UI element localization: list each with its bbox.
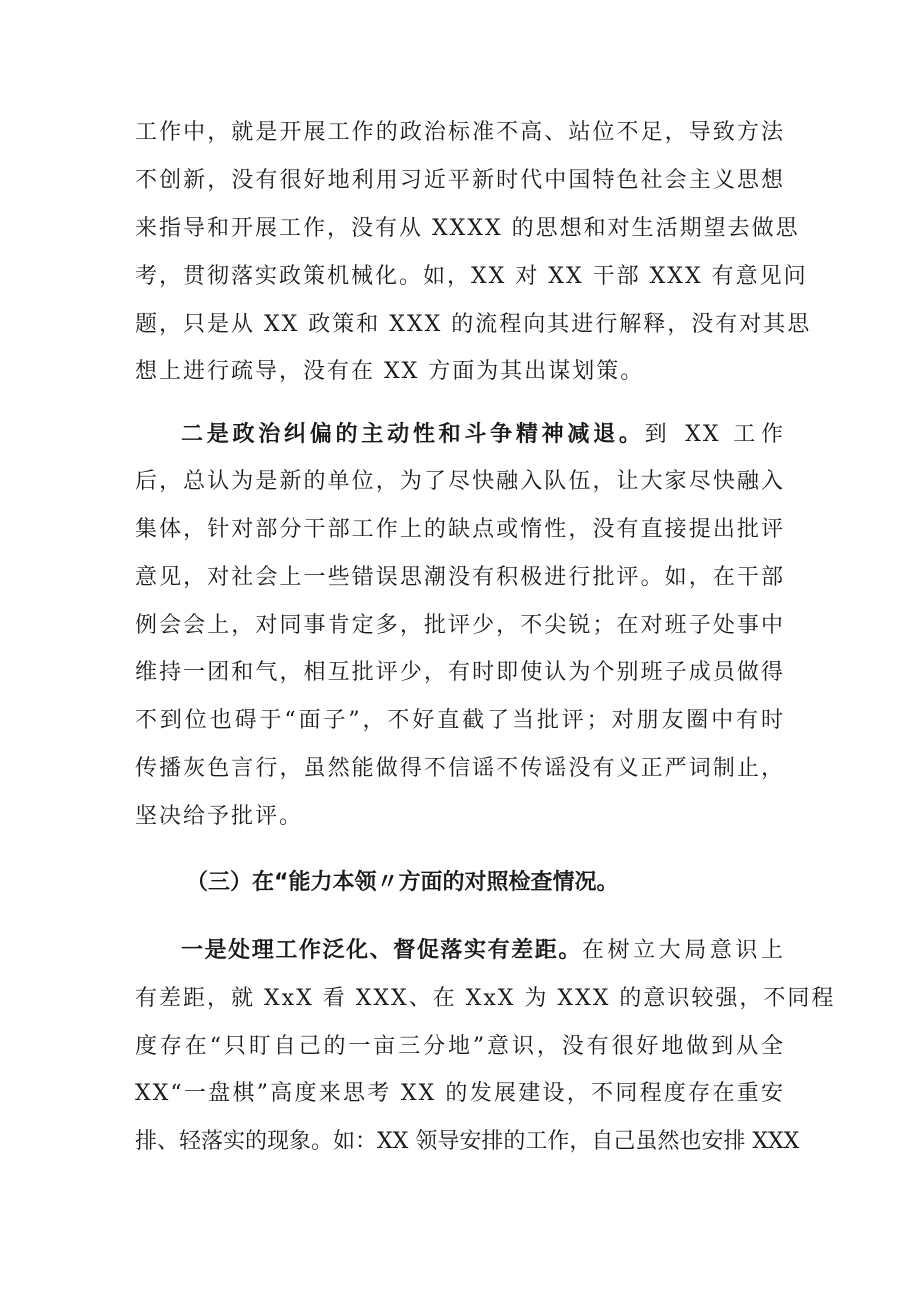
paragraph2-line-9: 坚决给予批评。	[135, 804, 304, 829]
paragraph1-line-6: 想上进行疏导，没有在 XX 方面为其出谋划策。	[135, 359, 645, 384]
paragraph2-line-5: 例会会上，对同事肯定多，批评少，不尖锐；在对班子处事中	[135, 613, 785, 638]
paragraph3-bold-lead: 一是处理工作泛化、督促落实有差距。	[181, 938, 582, 963]
paragraph3-line-5: 排、轻落实的现象。如：XX 领导安排的工作，自己虽然也安排 XXX	[135, 1129, 800, 1154]
paragraph2-bold-lead: 二是政治纠偏的主动性和斗争精神减退。	[181, 422, 645, 447]
paragraph2-line-6: 维持一团和气，相互批评少，有时即使认为个别班子成员做得	[135, 660, 785, 685]
paragraph1-line-1: 工作中，就是开展工作的政治标准不高、站位不足，导致方法	[135, 120, 785, 145]
paragraph2-first-line-rest: 到 XX 工作	[644, 422, 785, 447]
paragraph3-line-2: 有差距，就 XxX 看 XXX、在 XxX 为 XXX 的意识较强，不同程	[135, 986, 836, 1011]
paragraph1-line-2: 不创新，没有很好地利用习近平新时代中国特色社会主义思想	[135, 168, 785, 193]
paragraph2-line-2: 后，总认为是新的单位，为了尽快融入队伍，让大家尽快融入	[135, 469, 785, 494]
paragraph3-line-4: XX“一盘棋”高度来思考 XX 的发展建设，不同程度存在重安	[135, 1081, 785, 1106]
paragraph1-line-3: 来指导和开展工作，没有从 XXXX 的思想和对生活期望去做思	[135, 216, 800, 241]
paragraph2-line-4: 意见，对社会上一些错误思潮没有积极进行批评。如，在干部	[135, 565, 785, 590]
paragraph2-line-3: 集体，针对部分干部工作上的缺点或惰性，没有直接提出批评	[135, 517, 785, 542]
section-heading: （三）在“能力本领〃方面的对照检查情况。	[186, 870, 619, 895]
paragraph3-first-line	[181, 928, 785, 974]
paragraph3-first-line-rest: 在树立大局意识上	[581, 938, 785, 963]
paragraph1-line-4: 考，贯彻落实政策机械化。如，XX 对 XX 干部 XXX 有意见问	[135, 264, 808, 289]
paragraph3-line-3: 度存在“只盯自己的一亩三分地”意识，没有很好地做到从全	[135, 1034, 785, 1059]
paragraph2-line-7: 不到位也碍于“面子”，不好直截了当批评；对朋友圈中有时	[135, 708, 785, 733]
paragraph2-line-8: 传播灰色言行，虽然能做得不信谣不传谣没有义正严词制止，	[135, 756, 785, 781]
paragraph2-first-line	[181, 412, 785, 458]
paragraph1-line-5: 题，只是从 XX 政策和 XXX 的流程向其进行解释，没有对其思	[135, 312, 812, 337]
